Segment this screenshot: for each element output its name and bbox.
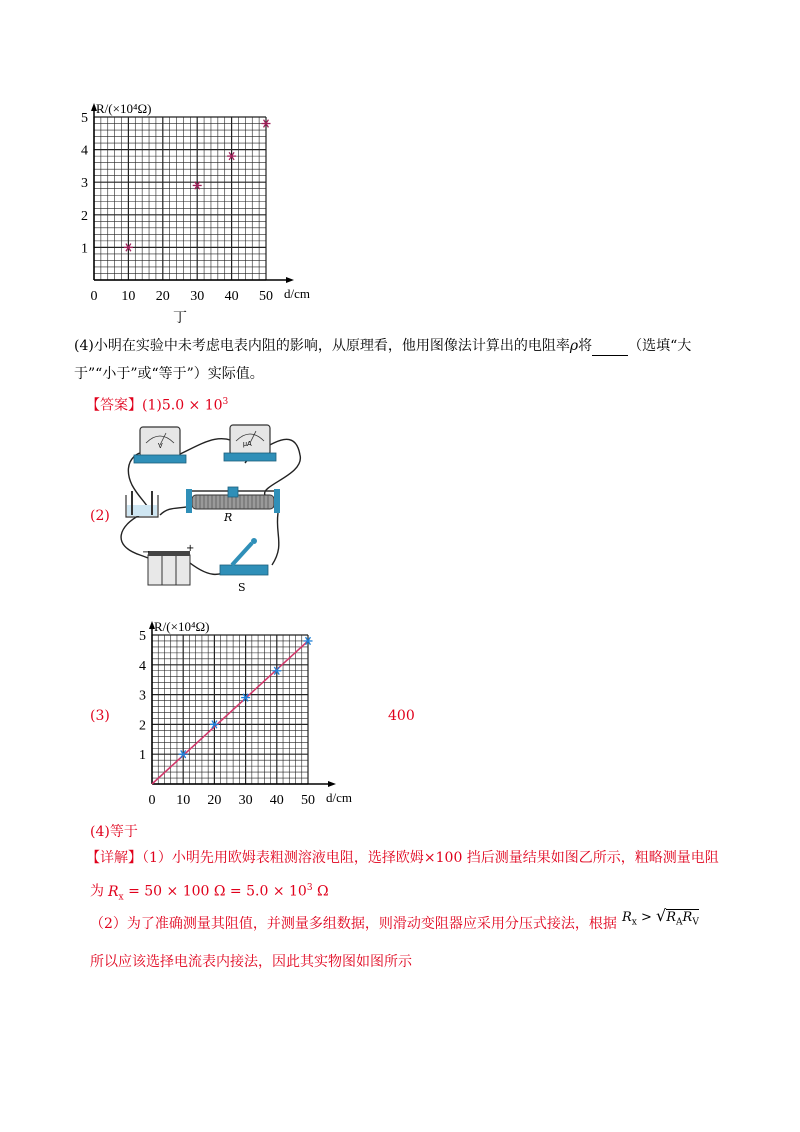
x-tick-label: 40 [224, 289, 239, 304]
ammeter [224, 425, 276, 461]
switch [220, 538, 268, 594]
answer-3-label: (3) [90, 708, 110, 724]
detail-1 [86, 848, 719, 868]
detail-2-text: （2）为了准确测量其阻值，并测量多组数据，则滑动变阻器应采用分压式接法，根据 [90, 916, 617, 932]
y-axis-label: R/(×10⁴Ω) [154, 619, 210, 634]
x-tick-label: 20 [155, 289, 170, 304]
rheostat-label: R [224, 511, 233, 524]
answer-1 [86, 392, 228, 416]
chart-caption: 丁 [173, 310, 187, 326]
detail-1b-prefix: 为 [90, 883, 104, 900]
x-tick-label: 30 [238, 793, 253, 808]
x-axis-arrow [286, 277, 294, 283]
x-tick-label: 10 [176, 793, 191, 808]
detail-1-text: （1）小明先用欧姆表粗测溶液电阻，选择欧姆×100 挡后测量结果如图乙所示，粗略测量电阻 [142, 850, 719, 866]
y-tick-label: 4 [81, 143, 88, 159]
x-tick-label: 0 [148, 793, 156, 808]
answer-4: (4)等于 [90, 824, 138, 840]
x-tick-label: 30 [190, 289, 205, 304]
q4-text-after: 将 [578, 338, 593, 354]
formula-sqrt-icon: √ [656, 906, 667, 925]
chart-answer-3-svg [130, 612, 390, 817]
ammeter-label: μA [243, 441, 252, 448]
formula-x: x [631, 917, 637, 928]
answer-label: 【答案】 [86, 397, 142, 414]
formula-gt: > [636, 910, 657, 925]
y-tick-label: 4 [139, 658, 146, 674]
battery-plus: + [186, 543, 195, 554]
beaker [126, 491, 158, 517]
answer-1-exp: 3 [222, 397, 229, 407]
y-tick-label: 3 [81, 176, 88, 192]
x-tick-label: 50 [301, 793, 315, 808]
question-4-line2 [74, 364, 264, 384]
detail-1b-eq: = 50 × 100 Ω = 5.0 × 10 [123, 883, 307, 900]
detail-2-formula [622, 906, 699, 933]
x-tick-label: 40 [269, 793, 284, 808]
x-axis-label: d/cm [326, 790, 352, 805]
grid [94, 117, 266, 280]
y-tick-label: 5 [139, 629, 146, 644]
chart-ding-svg [70, 90, 330, 330]
formula-RV: R [682, 910, 693, 925]
x-tick-label: 20 [207, 793, 222, 808]
q4-answer-blank [592, 341, 628, 356]
x-axis-label: d/cm [284, 286, 310, 301]
detail-2 [90, 914, 617, 934]
formula-V: V [692, 917, 699, 928]
chart-answer-3 [130, 612, 390, 817]
voltmeter-label: V [158, 443, 163, 450]
detail-1b-sub: x [118, 892, 124, 903]
x-tick-label: 0 [90, 289, 98, 304]
battery-minus: − [142, 547, 151, 558]
circuit-diagram [100, 415, 320, 595]
formula-R: R [622, 910, 632, 925]
y-axis-label: R/(×10⁴Ω) [96, 101, 152, 116]
formula-radicand [666, 909, 699, 928]
battery [142, 543, 194, 585]
formula-A: A [676, 917, 683, 928]
voltmeter [134, 427, 186, 463]
q4-text-tail: （选填“大 [628, 338, 692, 354]
detail-1b-R: R [108, 883, 119, 900]
detail-1b-unit: Ω [312, 883, 329, 900]
q4-line2: 于”“小于”或“等于”）实际值。 [74, 366, 264, 382]
answer-1-text: (1)5.0 × 10 [142, 397, 223, 414]
detail-1b [90, 878, 329, 907]
y-tick-label: 2 [81, 208, 88, 224]
answer-3-value: 400 [388, 708, 415, 724]
question-4-line1 [74, 336, 691, 356]
chart-ding [70, 90, 330, 330]
y-tick-label: 5 [81, 111, 88, 126]
switch-label: S [238, 581, 246, 594]
rheostat [186, 487, 280, 524]
y-tick-label: 1 [81, 241, 88, 257]
x-tick-label: 50 [259, 289, 273, 304]
detail-label: 【详解】 [86, 850, 142, 866]
detail-3: 所以应该选择电流表内接法，因此其实物图如图所示 [90, 954, 412, 970]
answer-2-label: (2) [90, 508, 110, 524]
circuit-svg [100, 415, 320, 595]
q4-rho: ρ [569, 338, 579, 354]
y-tick-label: 2 [139, 718, 146, 734]
formula-RA: R [666, 910, 677, 925]
detail-1b-exp: 3 [306, 883, 313, 893]
q4-text-before: (4)小明在实验中未考虑电表内阻的影响，从原理看，他用图像法计算出的电阻率 [74, 338, 570, 354]
x-tick-label: 10 [121, 289, 136, 304]
y-tick-label: 3 [139, 688, 146, 704]
y-tick-label: 1 [139, 748, 146, 764]
x-axis-arrow [328, 781, 336, 787]
